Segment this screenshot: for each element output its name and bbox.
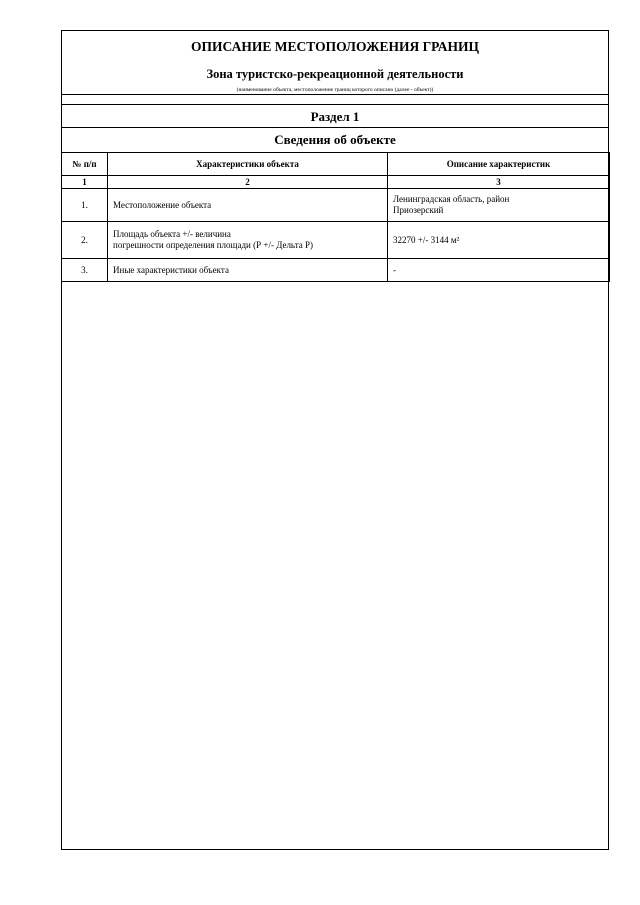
section-subtitle: Сведения об объекте bbox=[274, 132, 396, 147]
row-description bbox=[388, 259, 610, 282]
row-number: 1. bbox=[62, 189, 108, 222]
row-characteristic bbox=[108, 259, 388, 282]
divider bbox=[62, 127, 608, 128]
row-description-line: 32270 +/- 3144 м² bbox=[393, 234, 460, 245]
column-number: 3 bbox=[388, 176, 610, 189]
table-row bbox=[62, 259, 610, 282]
column-header-number: № п/п bbox=[62, 153, 108, 176]
object-name-caption: (наименование объекта, местоположение границ которого описано (далее - объект)) bbox=[236, 87, 434, 93]
row-number: 3. bbox=[62, 259, 108, 282]
row-characteristic-line: Иные характеристики объекта bbox=[113, 264, 229, 275]
divider bbox=[62, 104, 608, 105]
row-characteristic bbox=[108, 189, 388, 222]
row-description-line: Ленинградская область, район bbox=[393, 194, 510, 204]
row-description-line: - bbox=[393, 264, 396, 275]
table-row bbox=[62, 222, 610, 259]
row-characteristic bbox=[108, 222, 388, 259]
document-frame bbox=[61, 30, 609, 850]
divider bbox=[62, 94, 608, 95]
row-number: 2. bbox=[62, 222, 108, 259]
row-characteristic-line: Площадь объекта +/- величина bbox=[113, 229, 231, 239]
document-title: ОПИСАНИЕ МЕСТОПОЛОЖЕНИЯ ГРАНИЦ bbox=[191, 39, 479, 54]
object-info-table bbox=[61, 152, 610, 282]
table-column-number-row bbox=[62, 176, 610, 189]
object-name: Зона туристско-рекреационной деятельности bbox=[206, 67, 464, 81]
column-header-characteristic: Характеристики объекта bbox=[108, 153, 388, 176]
column-number: 2 bbox=[108, 176, 388, 189]
table-row bbox=[62, 189, 610, 222]
column-number: 1 bbox=[62, 176, 108, 189]
row-characteristic-line: Местоположение объекта bbox=[113, 199, 212, 210]
row-characteristic-line: погрешности определения площади (Р +/- Дельта Р) bbox=[113, 240, 313, 250]
table-header-row bbox=[62, 153, 610, 176]
column-header-description: Описание характеристик bbox=[388, 153, 610, 176]
row-description bbox=[388, 189, 610, 222]
row-description-line: Приозерский bbox=[393, 205, 444, 215]
row-description bbox=[388, 222, 610, 259]
section-title: Раздел 1 bbox=[310, 109, 360, 124]
